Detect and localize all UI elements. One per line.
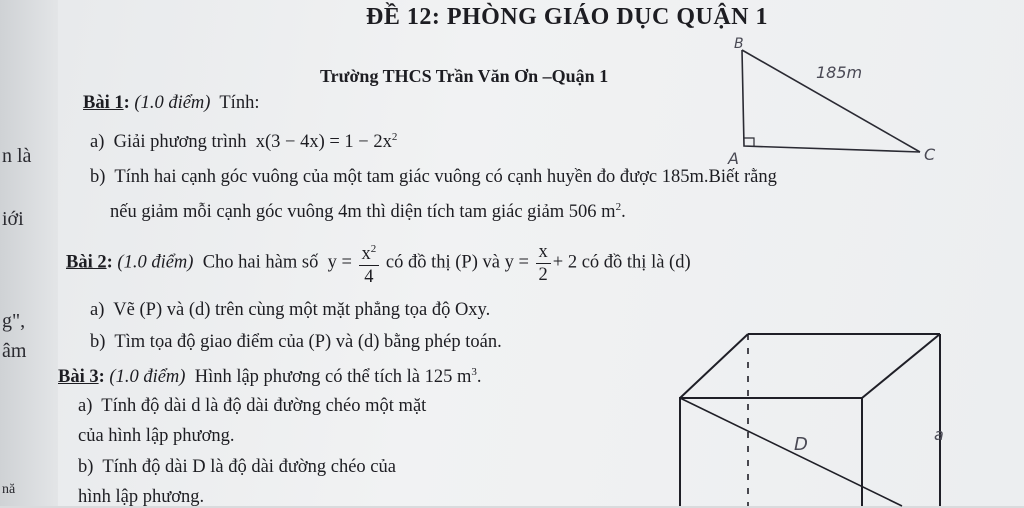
bai2-part-b: b) Tìm tọa độ giao điểm của (P) và (d) bằng phép toán.: [90, 332, 502, 352]
vertex-a-label: A: [728, 149, 739, 168]
page-fragment: n là: [2, 145, 32, 167]
page-fragment: âm: [2, 340, 27, 362]
equation: x(3 − 4x) = 1 − 2x: [255, 132, 392, 153]
bai3-part-b: b) Tính độ dài D là độ dài đường chéo của: [78, 457, 396, 477]
bai1-part-a: a) Giải phương trình $x(3 - 4x) = 1 - 2x^2$: [90, 131, 398, 153]
edge-label: a: [934, 425, 944, 444]
page-title: ĐỀ 12: PHÒNG GIÁO DỤC QUẬN 1: [366, 4, 768, 30]
bai1-part-b-line2: nếu giảm mỗi cạnh góc vuông 4m thì diện tích tam giác giảm 506 $m^2$.: [110, 201, 626, 223]
diagonal-label: D: [794, 434, 808, 455]
right-triangle-figure: [720, 30, 950, 170]
bai1-heading: Bài 1: (1.0 điểm) Tính:: [83, 93, 260, 113]
page-fragment: iới: [2, 208, 24, 230]
school-name: Trường THCS Trần Văn Ơn –Quận 1: [320, 66, 609, 86]
bai3-heading: Bài 3: (1.0 điểm) Hình lập phương có thể tích là 125 $m^3$.: [58, 366, 482, 388]
cube-edge: [862, 334, 940, 398]
bai1-part-b: b) Tính hai cạnh góc vuông của một tam giác vuông có cạnh huyền đo được 185m.Biết rằng: [90, 167, 777, 187]
hypotenuse-label: 185m: [816, 63, 863, 82]
vertex-c-label: C: [924, 145, 936, 164]
page-fragment: nă: [2, 482, 16, 497]
cube-edge: [680, 334, 748, 398]
bai2-heading: Bài 2: (1.0 điểm) Cho hai hàm số y = $\frac{x^2}{4}$ có đồ thị (P) và y = $\frac{x}{2}$ + 2 có đồ thị là (d): [66, 238, 691, 288]
page-fragment: g",: [2, 310, 26, 332]
cube-front-face: [680, 398, 862, 506]
cube-diagonal: [680, 398, 902, 506]
bai3-part-a-line2: của hình lập phương.: [78, 426, 235, 446]
bai3-part-b-line2: hình lập phương.: [78, 487, 205, 507]
bai3-part-a: a) Tính độ dài d là độ dài đường chéo một mặt: [78, 396, 427, 416]
vertex-b-label: B: [734, 36, 744, 52]
right-angle-marker: [744, 138, 754, 146]
fraction: $\frac{x^2}{4}$: [359, 238, 380, 288]
fraction: $\frac{x}{2}$: [536, 241, 551, 286]
previous-page-strip: [0, 0, 59, 506]
bai2-part-a: a) Vẽ (P) và (d) trên cùng một mặt phẳng tọa độ Oxy.: [90, 300, 491, 320]
cube-figure: [670, 320, 1010, 506]
